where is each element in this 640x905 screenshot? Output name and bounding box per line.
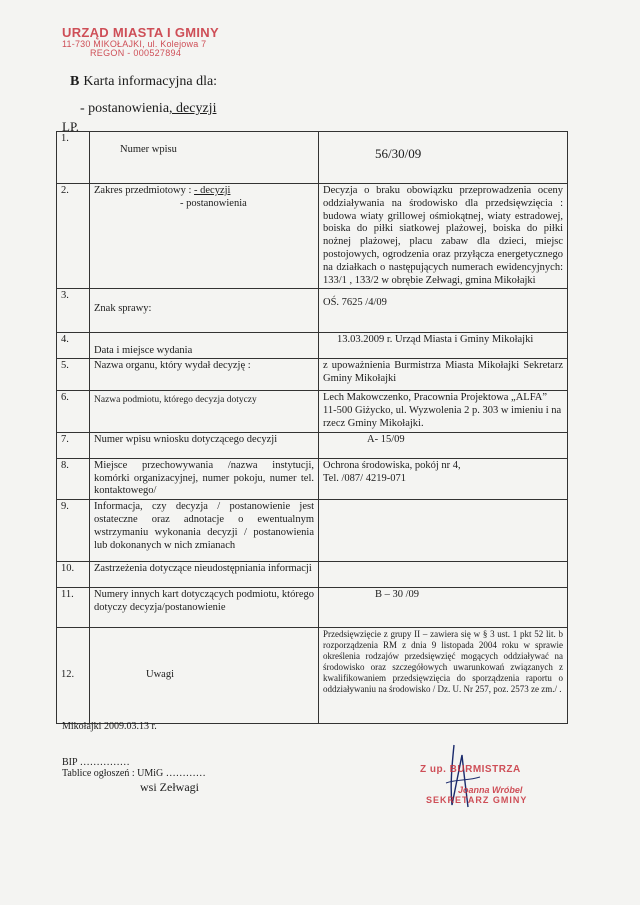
table-row [57, 562, 568, 588]
row-number: 2. [57, 184, 90, 289]
footer-date: Mikołajki 2009.03.13 r. [62, 721, 157, 732]
table-row [57, 289, 568, 333]
row-value [319, 500, 568, 562]
office-stamp [62, 26, 242, 59]
stamp-line-1: URZĄD MIASTA I GMINY [62, 25, 219, 40]
row-label: Miejsce przechowywania /nazwa instytucji, komórki organizacyjnej, numer pokoju, numer tel. kontaktowego/ [90, 458, 319, 499]
row-number: 8. [57, 458, 90, 499]
row-number: 5. [57, 359, 90, 391]
table-row [57, 333, 568, 359]
row-label: Data i miejsce wydania [90, 333, 319, 359]
row-label: Uwagi [90, 628, 319, 724]
row-value [319, 562, 568, 588]
row-value: 13.03.2009 r. Urząd Miasta i Gminy Mikołajki [319, 333, 568, 359]
row-number: 11. [57, 588, 90, 628]
row-label: Informacja, czy decyzja / postanowienie jest ostateczne oraz adnotacje o ewentualnym wstrzymaniu wykonania decyzji / postanowienia lub dokonanych w nich zmianach [90, 500, 319, 562]
row-number: 7. [57, 432, 90, 458]
title-text: Karta informacyjna dla: [83, 74, 218, 89]
table-row [57, 184, 568, 289]
label-decyzji: - decyzji [194, 185, 231, 196]
sig-stamp-line-3: SEKRETARZ GMINY [426, 795, 528, 805]
row-label: Zastrzeżenia dotyczące nieudostępniania informacji [90, 562, 319, 588]
row-label [90, 184, 319, 289]
row-number: 6. [57, 391, 90, 432]
footer-tablice: Tablice ogłoszeń : UMiG ………… [62, 768, 206, 779]
row-label: Numer wpisu [90, 132, 319, 184]
subtitle-underlined: , decyzji [169, 101, 217, 116]
document-title [70, 74, 217, 90]
row-label: Nazwa podmiotu, którego decyzja dotyczy [90, 391, 319, 432]
sig-stamp-line-2: Joanna Wróbel [458, 785, 523, 795]
stamp-line-2: 11-730 MIKOŁAJKI, ul. Kolejowa 7 [62, 38, 207, 49]
label-prefix: Zakres przedmiotowy : [94, 185, 195, 196]
label-postanowienia: - postanowienia [180, 197, 247, 209]
value-line-1: Lech Makowczenko, Pracownia Projektowa „ALFA” [323, 392, 548, 404]
row-number: 4. [57, 333, 90, 359]
table-row [57, 391, 568, 432]
table-row [57, 432, 568, 458]
row-number: 3. [57, 289, 90, 333]
row-label: Nazwa organu, który wydał decyzję : [90, 359, 319, 391]
table-row [57, 588, 568, 628]
row-value [319, 458, 568, 499]
value-line-2: 11-500 Giżycko, ul. Wyzwolenia 2 p. 303 w imieniu i na rzecz Gminy Mikołajki. [323, 405, 562, 429]
row-value: Decyzja o braku obowiązku przeprowadzenia oceny oddziaływania na środowisko dla przedsięwzięcia : budowa wiaty grillowej ośmiokątnej, wiaty estradowej, boiska do piłki siatkowej plażowej, boiska do piłki nożnej plażowej, placu zabaw dla dzieci, miejsc postojowych, ogrodzenia oraz przyłącza energetycznego na działkach o następujących numerach ewidencyjnych: 133/1 , 133/2 w obrębie Zełwagi, gmina Mikołajki [319, 184, 568, 289]
row-number: 1. [57, 132, 90, 184]
row-value: 56/30/09 [319, 132, 568, 184]
row-number: 12. [57, 628, 90, 724]
subtitle-prefix: - postanowienia [80, 101, 170, 116]
row-value: Przedsięwzięcie z grupy II – zawiera się w § 3 ust. 1 pkt 52 lit. b rozporządzenia RM z dnia 9 listopada 2004 roku w sprawie określenia rodzajów przedsięwzięć mogących oddziaływać na środowisko oraz szczegółowych uwarunkowań związanych z kwalifikowaniem przedsięwzięcia do sporządzenia raportu o oddziaływaniu na środowisko / Dz. U. Nr 257, poz. 2573 ze zm./ . [319, 628, 568, 724]
row-value: A- 15/09 [319, 432, 568, 458]
row-label: Znak sprawy: [90, 289, 319, 333]
table-row [57, 458, 568, 499]
lp-label: LP. [62, 119, 79, 134]
table-row [57, 500, 568, 562]
document-subtitle [80, 101, 216, 117]
row-number: 10. [57, 562, 90, 588]
sig-stamp-line-1: Z up. BURMISTRZA [420, 764, 521, 775]
footer-wsi: wsi Zełwagi [140, 780, 199, 794]
value-line-2: Tel. /087/ 4219-071 [323, 472, 406, 484]
signature-stamp [420, 764, 570, 805]
row-value: z upoważnienia Burmistrza Miasta Mikołajki Sekretarz Gminy Mikołajki [319, 359, 568, 391]
table-row [57, 359, 568, 391]
footer-bip: BIP …………… [62, 757, 130, 768]
row-number: 9. [57, 500, 90, 562]
row-value [319, 391, 568, 432]
title-letter: B [70, 74, 80, 89]
row-label: Numer wpisu wniosku dotyczącego decyzji [90, 432, 319, 458]
row-value: B – 30 /09 [319, 588, 568, 628]
value-line-1: Ochrona środowiska, pokój nr 4, [323, 459, 461, 471]
row-label: Numery innych kart dotyczących podmiotu, którego dotyczy decyzja/postanowienie [90, 588, 319, 628]
table-row [57, 132, 568, 184]
info-table [56, 131, 568, 724]
row-value: OŚ. 7625 /4/09 [319, 289, 568, 333]
table-row [57, 628, 568, 724]
stamp-line-3: REGON - 000527894 [90, 48, 182, 59]
